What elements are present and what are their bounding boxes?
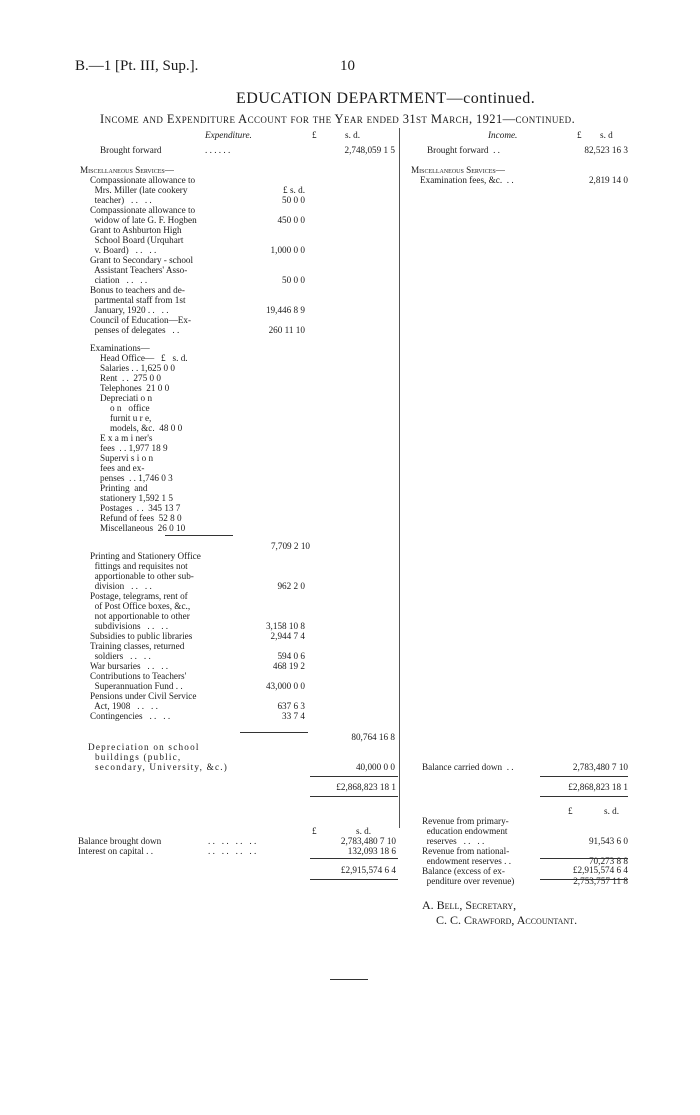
item-line: ciation . . . . bbox=[90, 275, 148, 285]
inc2-total: £2,915,574 6 4 bbox=[572, 865, 628, 875]
item-line: School Board (Urquhart bbox=[90, 235, 184, 245]
item-amount: 50 0 0 bbox=[282, 195, 305, 205]
item-line: fittings and requisites not bbox=[90, 561, 188, 571]
item-line: subdivisions . . . . bbox=[90, 621, 169, 631]
exp2-pound-head: £ bbox=[312, 826, 317, 836]
item-amount: 70,273 8 8 bbox=[588, 856, 628, 866]
exam-item: Refund of fees 52 8 0 bbox=[100, 513, 182, 523]
item-line: Council of Education—Ex- bbox=[90, 315, 192, 325]
exam-item: o n office bbox=[110, 403, 150, 413]
item-amount: 450 0 0 bbox=[277, 215, 305, 225]
inc2-total-rule-bottom bbox=[540, 879, 628, 880]
item-amount: 91,543 6 0 bbox=[588, 836, 628, 846]
item-amount: 50 0 0 bbox=[282, 275, 305, 285]
balance-row-label: Balance brought down bbox=[78, 836, 162, 846]
item-line: apportionable to other sub- bbox=[90, 571, 194, 581]
item-amount: 468 19 2 bbox=[272, 661, 305, 671]
exp2-sd-head: s. d. bbox=[356, 826, 372, 836]
item-line: Printing and Stationery Office bbox=[90, 551, 201, 561]
item-line: Grant to Ashburton High bbox=[90, 225, 182, 235]
leader-dots: . . . . . . . . bbox=[208, 846, 257, 856]
item-line: Revenue from primary- bbox=[422, 816, 509, 826]
item-line: Superannuation Fund . . bbox=[90, 681, 183, 691]
item-line: Balance (excess of ex- bbox=[422, 866, 505, 876]
inc-misc-heading: Miscellaneous Services— bbox=[411, 165, 505, 175]
page-title bbox=[236, 90, 535, 108]
item-line: Contingencies . . . . bbox=[90, 711, 171, 721]
item-line: Bonus to teachers and de- bbox=[90, 285, 185, 295]
item-amount: 3,158 10 8 bbox=[265, 621, 305, 631]
exam-item: Rent . . 275 0 0 bbox=[100, 373, 161, 383]
item-amount: 1,000 0 0 bbox=[270, 245, 305, 255]
exp-brought-forward-dots: . . . . . . bbox=[205, 145, 231, 155]
item-line: Subsidies to public libraries bbox=[90, 631, 193, 641]
balance-carried-down-label: Balance carried down . . bbox=[422, 762, 514, 772]
item-line: Postage, telegrams, rent of bbox=[90, 591, 188, 601]
exp-pound-head: £ bbox=[312, 130, 317, 140]
item-line: reserves . . . . bbox=[422, 836, 485, 846]
exam-item: Printing and bbox=[100, 483, 148, 493]
inc-brought-forward-label: Brought forward . . bbox=[427, 145, 500, 155]
inc2-sd-head: s. d. bbox=[604, 806, 620, 816]
head-office-label: Head Office— £ s. d. bbox=[100, 353, 188, 363]
item-line: Contributions to Teachers' bbox=[90, 671, 187, 681]
item-line: Compassionate allowance to bbox=[90, 205, 196, 215]
exp2-total-rule-bottom bbox=[310, 879, 398, 880]
expenditure-heading: Expenditure. bbox=[205, 130, 252, 140]
item-line: endowment reserves . . bbox=[422, 856, 512, 866]
item-line: Compassionate allowance to bbox=[90, 175, 196, 185]
exam-item: penses . . 1,746 0 3 bbox=[100, 473, 173, 483]
exam-item: fees . . 1,977 18 9 bbox=[100, 443, 168, 453]
page-reference: B.—1 [Pt. III, Sup.]. bbox=[75, 58, 199, 74]
item-line: partmental staff from 1st bbox=[90, 295, 186, 305]
item-amount: 962 2 0 bbox=[277, 581, 305, 591]
exp-brought-forward-amount: 2,748,059 1 5 bbox=[344, 145, 395, 155]
inc-brought-forward-amount: 82,523 16 3 bbox=[584, 145, 628, 155]
exp-sd-head: s. d. bbox=[345, 130, 361, 140]
depreciation-amount: 40,000 0 0 bbox=[355, 762, 395, 772]
item-amount: 33 7 4 bbox=[282, 711, 305, 721]
misc-total: 80,764 16 8 bbox=[351, 732, 395, 742]
item-amount: 19,446 8 9 bbox=[265, 305, 305, 315]
exam-item: Miscellaneous 26 0 10 bbox=[100, 523, 186, 533]
item-amount: 43,000 0 0 bbox=[265, 681, 305, 691]
income-heading: Income. bbox=[488, 130, 518, 140]
exam-heading: Examinations— bbox=[90, 343, 150, 353]
depreciation-line: secondary, University, &c.) bbox=[88, 762, 228, 772]
item-line: Assistant Teachers' Asso- bbox=[90, 265, 188, 275]
exp-brought-forward-label: Brought forward bbox=[100, 145, 162, 155]
item-amount: 594 0 6 bbox=[277, 651, 305, 661]
inc-pound-head: £ bbox=[577, 130, 582, 140]
item-line: Revenue from national- bbox=[422, 846, 510, 856]
depreciation-line: Depreciation on school bbox=[88, 742, 200, 752]
item-amount: 260 11 10 bbox=[268, 325, 305, 335]
item-amount: 2,944 7 4 bbox=[270, 631, 305, 641]
column-divider bbox=[399, 128, 400, 828]
item-line: Grant to Secondary - school bbox=[90, 255, 194, 265]
exam-item: Depreciati o n bbox=[100, 393, 153, 403]
column-head: £ s. d. bbox=[283, 185, 305, 195]
item-line: not apportionable to other bbox=[90, 611, 190, 621]
item-amount: 637 6 3 bbox=[277, 701, 305, 711]
item-line: of Post Office boxes, &c., bbox=[90, 601, 191, 611]
item-line: Pensions under Civil Service bbox=[90, 691, 197, 701]
page-number: 10 bbox=[340, 58, 355, 74]
item-line: widow of late G. F. Hogben bbox=[90, 215, 197, 225]
inc-sd-head: s. d bbox=[600, 130, 613, 140]
balance-row-label: Interest on capital . . bbox=[78, 846, 154, 856]
inc-total-rule-top bbox=[540, 776, 628, 777]
signature-accountant: C. C. Crawford, Accountant. bbox=[436, 913, 578, 927]
balance-row-amount: 132,093 18 6 bbox=[347, 846, 396, 856]
exam-total: 7,709 2 10 bbox=[270, 541, 310, 551]
item-amount: 2,753,757 11 8 bbox=[573, 876, 628, 886]
exam-item: E x a m i ner's bbox=[100, 433, 153, 443]
exp-total-rule-bottom bbox=[310, 796, 398, 797]
footer-divider bbox=[330, 979, 368, 980]
balance-row-amount: 2,783,480 7 10 bbox=[340, 836, 396, 846]
inc-grand-total: £2,868,823 18 1 bbox=[568, 782, 628, 792]
exam-fees-label: Examination fees, &c. . . bbox=[420, 175, 514, 185]
inc2-pound-head: £ bbox=[568, 806, 573, 816]
leader-dots: . . . . . . . . bbox=[208, 836, 257, 846]
exam-item: furnit u r e, bbox=[110, 413, 152, 423]
item-line: Training classes, returned bbox=[90, 641, 185, 651]
exam-item: fees and ex- bbox=[100, 463, 145, 473]
exam-item: Salaries . . 1,625 0 0 bbox=[100, 363, 176, 373]
exp-misc-heading: Miscellaneous Services— bbox=[80, 165, 174, 175]
exp-total-rule-top bbox=[310, 776, 398, 777]
title-text: EDUCATION DEPARTMENT—continued. bbox=[236, 90, 536, 107]
inc2-total-rule-top bbox=[540, 858, 628, 859]
item-line: education endowment bbox=[422, 826, 508, 836]
item-line: penditure over revenue) bbox=[422, 876, 515, 886]
balance-carried-down-amount: 2,783,480 7 10 bbox=[572, 762, 628, 772]
exam-item: models, &c. 48 0 0 bbox=[110, 423, 183, 433]
exam-fees-amount: 2,819 14 0 bbox=[588, 175, 628, 185]
exp2-total-rule-top bbox=[310, 858, 398, 859]
exp2-total: £2,915,574 6 4 bbox=[340, 865, 396, 875]
signature-secretary: A. Bell, Secretary, bbox=[422, 898, 517, 912]
item-line: v. Board) . . . . bbox=[90, 245, 157, 255]
inc-total-rule-bottom bbox=[540, 796, 628, 797]
item-line: division . . . . bbox=[90, 581, 152, 591]
item-line: January, 1920 . . . . bbox=[90, 305, 169, 315]
exam-item: Telephones 21 0 0 bbox=[100, 383, 170, 393]
depreciation-line: buildings (public, bbox=[88, 752, 182, 762]
exam-item: Supervi s i o n bbox=[100, 453, 154, 463]
exam-item: Postages . . 345 13 7 bbox=[100, 503, 181, 513]
exam-subtotal-rule bbox=[165, 535, 233, 536]
item-line: penses of delegates . . bbox=[90, 325, 180, 335]
item-line: Mrs. Miller (late cookery bbox=[90, 185, 188, 195]
exp-grand-total: £2,868,823 18 1 bbox=[336, 782, 396, 792]
item-line: soldiers . . . . bbox=[90, 651, 151, 661]
item-line: teacher) . . . . bbox=[90, 195, 152, 205]
item-line: War bursaries . . . . bbox=[90, 661, 169, 671]
account-subtitle: Income and Expenditure Account for the Year ended 31st March, 1921—continued. bbox=[100, 112, 576, 126]
misc-subtotal-rule bbox=[240, 732, 308, 733]
item-line: Act, 1908 . . . . bbox=[90, 701, 158, 711]
exam-item: stationery 1,592 1 5 bbox=[100, 493, 173, 503]
